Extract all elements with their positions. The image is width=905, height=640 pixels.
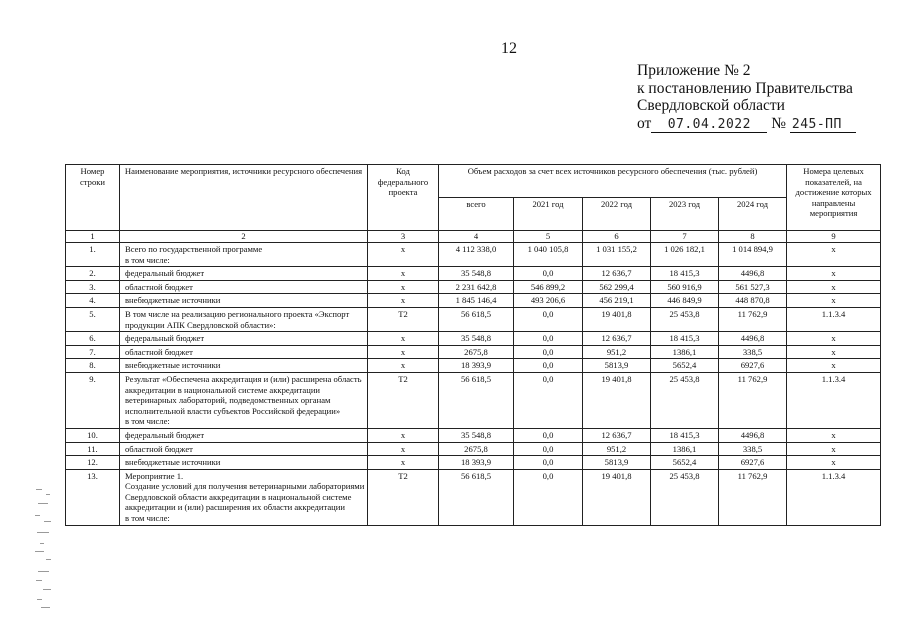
- row-2022: 19 401,8: [583, 469, 651, 525]
- appendix-title: Приложение № 2: [637, 62, 751, 79]
- column-number-7: 7: [651, 231, 719, 243]
- row-project-code: х: [368, 280, 439, 294]
- row-number: 1.: [66, 243, 120, 267]
- scan-artifact-marks: [34, 485, 64, 615]
- table-row: [66, 307, 881, 331]
- appendix-date-number-line: [637, 115, 877, 133]
- table-row: [66, 280, 881, 294]
- row-name: внебюджетные источники: [120, 294, 368, 308]
- header-volume: Объем расходов за счет всех источников ресурсного обеспечения (тыс. рублей): [439, 165, 787, 198]
- row-2023: 25 453,8: [651, 469, 719, 525]
- row-2023: 5652,4: [651, 359, 719, 373]
- row-2023: 18 415,3: [651, 428, 719, 442]
- row-project-code: х: [368, 243, 439, 267]
- row-2021: 0,0: [514, 372, 583, 428]
- row-number: 13.: [66, 469, 120, 525]
- row-total: 35 548,8: [439, 428, 514, 442]
- row-targets: х: [787, 442, 881, 456]
- row-project-code: х: [368, 428, 439, 442]
- row-2023: 1386,1: [651, 345, 719, 359]
- row-targets: х: [787, 428, 881, 442]
- row-2022: 5813,9: [583, 456, 651, 470]
- row-name: федеральный бюджет: [120, 332, 368, 346]
- row-2021: 0,0: [514, 332, 583, 346]
- row-2023: 25 453,8: [651, 372, 719, 428]
- row-total: 56 618,5: [439, 469, 514, 525]
- row-targets: х: [787, 243, 881, 267]
- row-total: 18 393,9: [439, 456, 514, 470]
- table-header-row: [66, 165, 881, 198]
- row-name: Мероприятие 1. Создание условий для получения ветеринарными лабораториями Свердловской области аккредитации в национальной системе аккредитации и (или) расширения их области аккредитации в том числе:: [120, 469, 368, 525]
- row-number: 6.: [66, 332, 120, 346]
- table-row: [66, 332, 881, 346]
- row-2022: 1 031 155,2: [583, 243, 651, 267]
- row-2022: 12 636,7: [583, 267, 651, 281]
- row-2022: 19 401,8: [583, 307, 651, 331]
- row-project-code: х: [368, 456, 439, 470]
- row-name: внебюджетные источники: [120, 359, 368, 373]
- table-row: [66, 428, 881, 442]
- row-total: 2675,8: [439, 442, 514, 456]
- row-project-code: Т2: [368, 469, 439, 525]
- header-year-2022: 2022 год: [583, 198, 651, 231]
- appendix-decree-line: к постановлению Правительства: [637, 79, 853, 97]
- row-2024: 4496,8: [719, 428, 787, 442]
- row-2023: 18 415,3: [651, 332, 719, 346]
- row-name: федеральный бюджет: [120, 267, 368, 281]
- row-project-code: х: [368, 345, 439, 359]
- row-2022: 12 636,7: [583, 332, 651, 346]
- column-number-2: 2: [120, 231, 368, 243]
- header-row-number: Номер строки: [66, 165, 120, 231]
- header-year-2021: 2021 год: [514, 198, 583, 231]
- appendix-block: [637, 62, 877, 133]
- table-row: [66, 243, 881, 267]
- number-label: №: [771, 114, 786, 132]
- row-2021: 546 899,2: [514, 280, 583, 294]
- row-number: 2.: [66, 267, 120, 281]
- row-targets: 1.1.3.4: [787, 307, 881, 331]
- row-2024: 6927,6: [719, 359, 787, 373]
- column-number-4: 4: [439, 231, 514, 243]
- table-row: [66, 359, 881, 373]
- column-number-6: 6: [583, 231, 651, 243]
- row-targets: х: [787, 345, 881, 359]
- table-row: [66, 456, 881, 470]
- row-2024: 448 870,8: [719, 294, 787, 308]
- row-2023: 446 849,9: [651, 294, 719, 308]
- column-number-1: 1: [66, 231, 120, 243]
- row-2024: 1 014 894,9: [719, 243, 787, 267]
- row-2021: 0,0: [514, 428, 583, 442]
- row-2022: 951,2: [583, 345, 651, 359]
- row-total: 2675,8: [439, 345, 514, 359]
- row-project-code: х: [368, 332, 439, 346]
- row-project-code: х: [368, 267, 439, 281]
- row-number: 4.: [66, 294, 120, 308]
- row-total: 2 231 642,8: [439, 280, 514, 294]
- row-2024: 11 762,9: [719, 469, 787, 525]
- row-2024: 4496,8: [719, 267, 787, 281]
- header-target-indicators: Номера целевых показателей, на достижение которых направлены мероприятия: [787, 165, 881, 231]
- row-targets: х: [787, 359, 881, 373]
- row-name: внебюджетные источники: [120, 456, 368, 470]
- row-name: Всего по государственной программе в том числе:: [120, 243, 368, 267]
- header-name: Наименование мероприятия, источники ресурсного обеспечения: [120, 165, 368, 231]
- row-project-code: х: [368, 359, 439, 373]
- row-number: 11.: [66, 442, 120, 456]
- row-2024: 11 762,9: [719, 372, 787, 428]
- row-2022: 456 219,1: [583, 294, 651, 308]
- row-targets: 1.1.3.4: [787, 372, 881, 428]
- row-2021: 0,0: [514, 469, 583, 525]
- table-row: [66, 345, 881, 359]
- row-total: 18 393,9: [439, 359, 514, 373]
- column-number-9: 9: [787, 231, 881, 243]
- column-number-5: 5: [514, 231, 583, 243]
- row-name: областной бюджет: [120, 442, 368, 456]
- row-number: 7.: [66, 345, 120, 359]
- row-total: 35 548,8: [439, 267, 514, 281]
- decree-date: 07.04.2022: [651, 117, 767, 133]
- row-project-code: х: [368, 294, 439, 308]
- row-number: 10.: [66, 428, 120, 442]
- row-2023: 1386,1: [651, 442, 719, 456]
- from-label: от: [637, 114, 652, 132]
- row-2023: 560 916,9: [651, 280, 719, 294]
- row-2024: 338,5: [719, 442, 787, 456]
- row-2022: 951,2: [583, 442, 651, 456]
- row-2022: 12 636,7: [583, 428, 651, 442]
- table-row: [66, 442, 881, 456]
- row-2022: 19 401,8: [583, 372, 651, 428]
- row-total: 56 618,5: [439, 372, 514, 428]
- row-2021: 0,0: [514, 345, 583, 359]
- row-2024: 11 762,9: [719, 307, 787, 331]
- row-name: В том числе на реализацию регионального проекта «Экспорт продукции АПК Свердловской области»:: [120, 307, 368, 331]
- row-targets: х: [787, 456, 881, 470]
- row-total: 1 845 146,4: [439, 294, 514, 308]
- row-total: 56 618,5: [439, 307, 514, 331]
- row-2024: 338,5: [719, 345, 787, 359]
- header-total: всего: [439, 198, 514, 231]
- row-targets: х: [787, 332, 881, 346]
- row-2023: 5652,4: [651, 456, 719, 470]
- row-total: 4 112 338,0: [439, 243, 514, 267]
- row-2023: 18 415,3: [651, 267, 719, 281]
- row-name: областной бюджет: [120, 280, 368, 294]
- row-project-code: х: [368, 442, 439, 456]
- budget-table: [65, 164, 881, 526]
- row-number: 5.: [66, 307, 120, 331]
- table-body: [66, 243, 881, 526]
- row-name: федеральный бюджет: [120, 428, 368, 442]
- row-number: 9.: [66, 372, 120, 428]
- row-targets: х: [787, 267, 881, 281]
- header-year-2024: 2024 год: [719, 198, 787, 231]
- row-2021: 0,0: [514, 456, 583, 470]
- column-number-3: 3: [368, 231, 439, 243]
- row-total: 35 548,8: [439, 332, 514, 346]
- row-2022: 562 299,4: [583, 280, 651, 294]
- row-2021: 0,0: [514, 359, 583, 373]
- table-row: [66, 294, 881, 308]
- page-number: 12: [501, 40, 517, 57]
- row-targets: х: [787, 294, 881, 308]
- row-project-code: Т2: [368, 372, 439, 428]
- row-project-code: Т2: [368, 307, 439, 331]
- decree-number: 245-ПП: [790, 117, 856, 133]
- row-name: областной бюджет: [120, 345, 368, 359]
- row-2023: 1 026 182,1: [651, 243, 719, 267]
- row-number: 8.: [66, 359, 120, 373]
- column-number-8: 8: [719, 231, 787, 243]
- header-year-2023: 2023 год: [651, 198, 719, 231]
- table-row: [66, 267, 881, 281]
- row-2021: 0,0: [514, 267, 583, 281]
- table-row: [66, 372, 881, 428]
- row-2021: 0,0: [514, 307, 583, 331]
- row-2021: 493 206,6: [514, 294, 583, 308]
- row-2024: 6927,6: [719, 456, 787, 470]
- row-name: Результат «Обеспечена аккредитация и (или) расширена область аккредитации в национальной системе аккредитации ветеринарных лабораторий, подведомственных органам исполнительной власти субъектов Российской федерации» в том числе:: [120, 372, 368, 428]
- row-targets: 1.1.3.4: [787, 469, 881, 525]
- row-2024: 561 527,3: [719, 280, 787, 294]
- header-project-code: Код федерального проекта: [368, 165, 439, 231]
- column-number-row: [66, 231, 881, 243]
- row-2021: 0,0: [514, 442, 583, 456]
- row-2021: 1 040 105,8: [514, 243, 583, 267]
- appendix-region-line: Свердловской области: [637, 97, 785, 114]
- row-2023: 25 453,8: [651, 307, 719, 331]
- row-number: 3.: [66, 280, 120, 294]
- row-number: 12.: [66, 456, 120, 470]
- table-row: [66, 469, 881, 525]
- row-2022: 5813,9: [583, 359, 651, 373]
- row-2024: 4496,8: [719, 332, 787, 346]
- row-targets: х: [787, 280, 881, 294]
